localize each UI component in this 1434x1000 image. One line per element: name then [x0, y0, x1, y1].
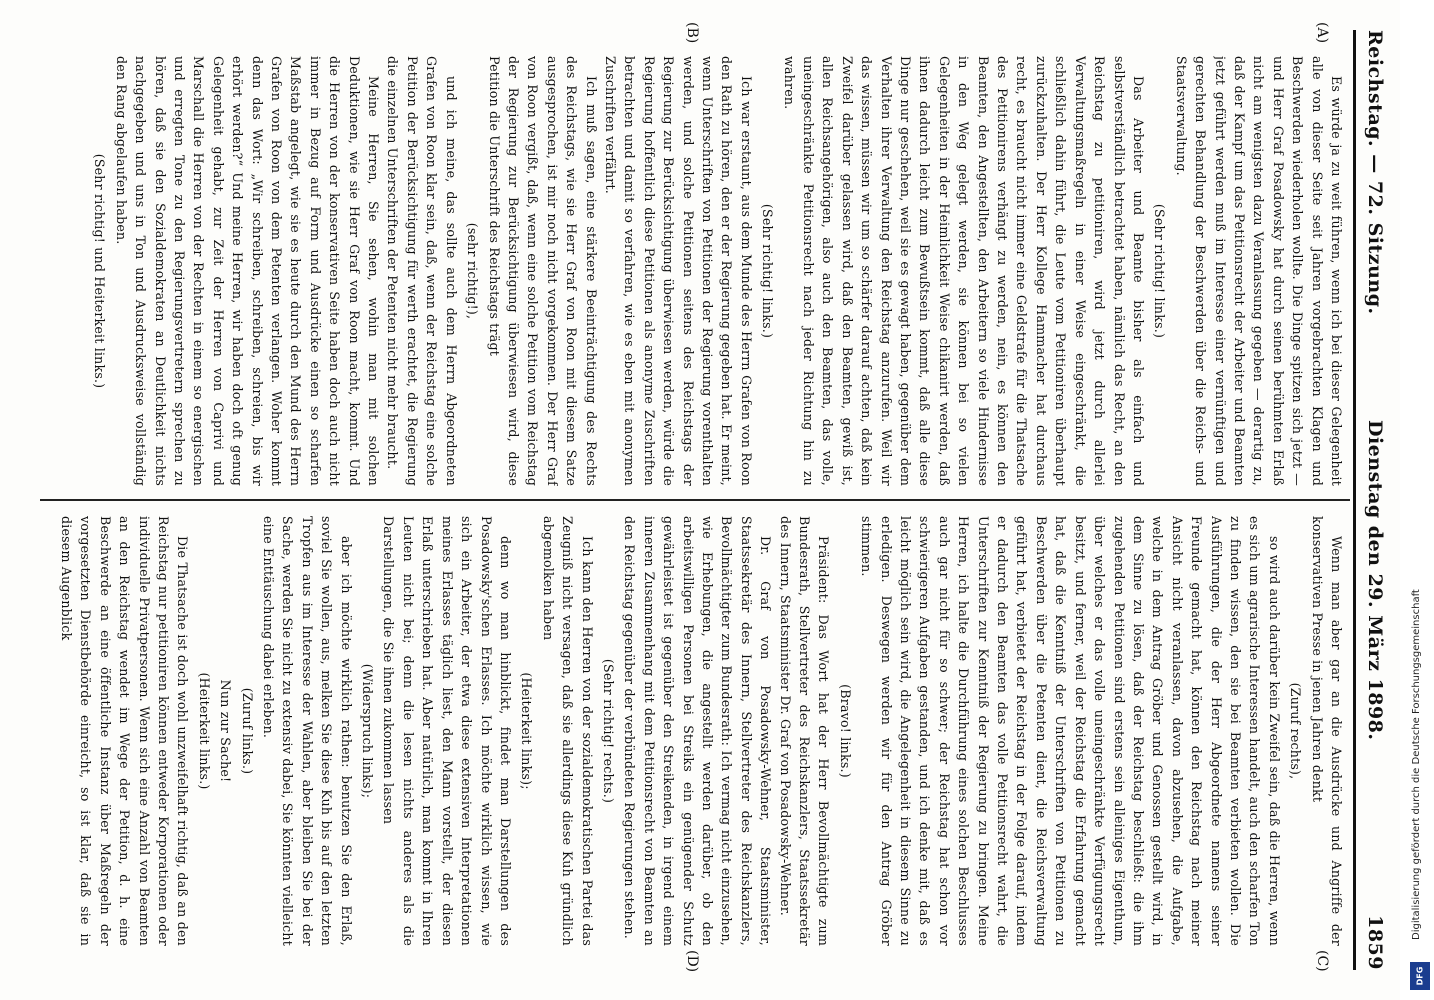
interjection: (Sehr richtig! links.) [760, 203, 776, 339]
paragraph: Ich muß sagen, eine stärkere Beeinträchtigung des Rechts des Reichstags, wie sie Herr Graf von Roon mit diesem Satze ausgesprochen, ist mir noch nicht vorgekommen. Der Herr Graf von Roon vergißt, daß, wenn eine solche Petition vom Reichstag der Regierung zur Berücksichtigung überwiesen wird, diese Petition die Unterschrift des Reichstags trägt [486, 56, 599, 486]
interjection: (Sehr richtig! und Heiterkeit links.) [92, 153, 108, 389]
speaker-paragraph: Präsident: Das Wort hat der Herr Bevollmächtigte zum Bundesrath, Stellvertreter des Reichskanzlers, Staatssekretär des Innern, Staatsminister Dr. Graf von Posadowsky-Wehner. [777, 516, 832, 946]
digitization-caption-text: Digitalisierung gefördert durch die Deutsche Forschungsgemeinschaft [1411, 589, 1422, 940]
digitization-caption [1409, 60, 1431, 940]
margin-marker-b: (B) [684, 22, 700, 44]
speaker-paragraph: Dr. Graf von Posadowsky-Wehner, Staatsminister, Staatssekretär des Innern, Stellvertreter des Reichskanzlers, Bevollmächtigter zum Bundesrath: Ich vermag nicht einzusehen, wie Erhebungen, die angestellt werden darüber, ob den arbeitswilligen Personen bei Streiks ein genügender Schutz gewährleistet ist gegenüber den Streikenden, in irgend einem inneren Zusammenhang mit dem Petitionsrecht von Beamten an den Reichstag gegenüber der verbündeten Regierungen stehen. [622, 516, 774, 946]
page-number: 1859 [1364, 915, 1386, 970]
paragraph: Wenn man aber gar an die Ausdrücke und Angriffe der konservativen Presse in jenen Jahren denkt [1309, 516, 1344, 946]
paragraph: Die Thatsache ist doch wohl unzweifelhaft richtig, daß an den Reichstag nur petitioniren können entweder Korporationen oder individuelle Privatpersonen. Wenn sich eine Anzahl von Beamten an den Reichstag wendet im Wege der Petition, d. h. eine Beschwerde an eine öffentliche Instanz über Maßregeln der vorgesetzten Dienstbehörde einreicht, so ist klar, daß sie in diesem Augenblick [59, 516, 191, 946]
paragraph: und ich meine, das sollte auch dem Herrn Abgeordneten Grafen von Roon klar sein, daß, wenn der Reichstag eine solche Petition der Berücksichtigung für werth erachtet, die Regierung die einzelnen Unterschriften der Petenten nicht mehr braucht. [385, 56, 459, 486]
interjection: (Heiterkeit links.) [196, 672, 212, 790]
paragraph: Das Arbeiter und Beamte bisher als einfach und selbstverständlich betrachtet haben, nämlich das Recht, an den Reichstag zu petitioniren, wird jetzt durch allerlei Verwaltungsmaßregeln in einer Weise eingeschränkt, die schließlich dahin führt, die Leute vom Petitioniren überhaupt zurückzuhalten. Der Herr Kollege Hammacher hat durchaus recht, es braucht nicht immer eine Geldstrafe für die Thatsache des Petitionirens verhängt zu werden, nein, es können den Beamten, den Angestellten, den Arbeitern so viele Hindernisse in den Weg gelegt werden, sie können bei so vielen Gelegenheiten in der Heimlichkeit Weise chikanirt werden, daß ihnen dadurch leicht zum Bewußtsein kommt, daß alle diese Dinge nur geschehen, weil sie es gewagt haben, gegenüber dem Verhalten ihrer Verwaltung den Reichstag anzurufen. Weil wir das wissen, müssen wir um so schärfer darauf achten, daß kein Zweifel darüber gelassen wird, daß den Beamten, gewiß ist, allen Reichsangehörigen, also auch den Beamten, das volle, uneingeschränkte Petitionsrecht nach jeder Richtung hin zu wahren. [781, 56, 1146, 486]
header-rule [1353, 30, 1356, 970]
paragraph: Nun zur Sache! [218, 679, 234, 783]
paragraph: Ich kann den Herren von der sozialdemokratischen Partei das Zeugniß nicht versagen, daß sie allerdings diese Kuh gründlich abgemolken haben [540, 516, 595, 946]
dfg-logo-text: DFG [1414, 966, 1424, 986]
paragraph: denn wo man hinblickt, findet man Darstellungen des Posadowsky'schen Erlasses. Ich möchte wirklich wissen, wie sich ein Arbeiter, der etwa diese extensiven Interpretationen meines Erlasses täglich liest, den Mann vorstellt, der diesen Erlaß unterschrieben hat. Aber natürlich, man kommt in Ihren Leuten nicht bei; denn die lesen nichts anderes als die Darstellungen, die Sie ihnen zukommen lassen [381, 516, 513, 946]
paragraph: Ich war erstaunt, aus dem Munde des Herrn Grafen von Roon den Rath zu hören, den er der Regierung gegeben hat. Er meint, wenn Unterschriften von Petitionen der Regierung vorenthalten werden, und solche Petitionen seitens des Reichstags der Regierung zur Berücksichtigung überwiesen werden, würde die Regierung hoffentlich diese Petitionen als anonyme Zuschriften betrachten und damit so verfahren, wie es eben mit anonymen Zuschriften verfährt. [602, 56, 754, 486]
left-column [46, 56, 1346, 486]
header-date: Dienstag den 29. März 1898. [1364, 420, 1386, 741]
margin-marker-d: (D) [684, 950, 700, 973]
paragraph: aber ich möchte wirklich rathen: benutzen Sie den Erlaß, soviel Sie wollen, aus, melken Sie diese Kuh bis auf den letzten Tropfen aus im Interesse der Wahlen, aber bleiben Sie bei der Sache, werden Sie nicht zu extensiv dabei, Sie könnten vielleicht eine Enttäuschung dabei erleben. [261, 516, 354, 946]
interjection: (Zuruf rechts), [1288, 682, 1304, 780]
page-header [1358, 30, 1392, 970]
header-session-title: Reichstag. — 72. Sitzung. [1364, 30, 1386, 315]
interjection: (Heiterkeit links); [519, 672, 535, 790]
interjection: (Sehr richtig! rechts.) [600, 658, 616, 804]
right-column [46, 516, 1346, 946]
paragraph: Es würde ja zu weit führen, wenn ich bei dieser Gelegenheit alle von dieser Seite seit Jahren vorgebrachten Klagen und Beschwerden wiederholen wollte. Die Dinge spitzen sich jetzt — und Herr Graf Posadowsky hat durch seinen berühmten Erlaß nicht am wenigsten dazu Veranlassung gegeben — derartig zu, daß der Kampf um das Petitionsrecht der Arbeiter und Beamten jetzt geführt werden muß im Interesse einer vernünftigen und gerechten Behandlung der Beschwerden über die Reichs- und Staatsverwaltung. [1173, 56, 1344, 486]
column-divider [40, 499, 1350, 501]
dfg-logo [1410, 962, 1430, 990]
interjection: (Bravo! links.) [837, 684, 853, 778]
margin-marker-c: (C) [1314, 950, 1330, 972]
interjection: (Zuruf links.) [239, 687, 255, 775]
interjection: (sehr richtig!), [465, 222, 481, 320]
interjection: (Widerspruch links); [360, 663, 376, 799]
paragraph: so wird auch darüber kein Zweifel sein, daß die Herren, wenn es sich um agrarische Interessen handelt, auch den scharfen Ton zu finden wissen, den sie bei Beamten verbieten wollen. Die Ausführungen, die der Herr Abgeordnete namens seiner Freunde gemacht hat, können den Reichstag nach meiner Ansicht nicht veranlassen, davon abzusehen, die Aufgabe, welche in dem Antrag Gröber und Genossen gestellt wird, in dem Sinne zu lösen, daß der Reichstag beschließt: die ihm zugehenden Petitionen sind erstens sein alleiniges Eigenthum, über welches er das volle uneingeschränkte Verfügungsrecht besitzt, und ferner, weil der Reichstag die Erfahrung gemacht hat, daß die Kenntniß der Unterschriften von Petitionen zu Beschwerden über die Petenten dient, die Reichsverwaltung geführt hat, verbietet der Reichstag in der Folge darauf, indem er dadurch den Beamten das volle Petitionsrecht wahrt, die Unterschriften zur Kenntniß der Regierung zu bringen. Meine Herren, ich halte die Durchführung eines solchen Beschlusses auch gar nicht für so schwer; der Reichstag hat schon vor schwierigeren Aufgaben gestanden, und ich denke mit, daß es leicht möglich sein wird, die Angelegenheit in diesem Sinne zu erledigen. Deswegen werden wir für den Antrag Gröber stimmen. [859, 516, 1282, 946]
paragraph: Meine Herren, Sie sehen, wohin man mit solchen Deduktionen, wie sie Herr Graf von Roon macht, kommt. Und die Herren von der konservativen Seite haben doch auch nicht immer in Bezug auf Form und Ausdrücke einen so scharfen Maßstab angelegt, wie sie es heute durch den Mund des Herrn Grafen von Roon von dem Petenten verlangen. Woher kommt denn das Wort: „Wir schreiben, schreiben, schreien, bis wir erhört werden?“ Und meine Herren, wir haben doch oft genug Gelegenheit gehabt, zur Zeit der Herren von Caprivi und Marschall die Herren von der Rechten in einem so energischen und erregten Tone zu den Regierungsvertretern sprechen zu hören, daß sie den Sozialdemokraten an Deutlichkeit nichts nachgegeben und uns in Ton und Ausdrucksweise vollständig den Rang abgelaufen haben. [113, 56, 382, 486]
interjection: (Sehr richtig! links.) [1152, 203, 1168, 339]
margin-marker-a: (A) [1314, 22, 1330, 44]
